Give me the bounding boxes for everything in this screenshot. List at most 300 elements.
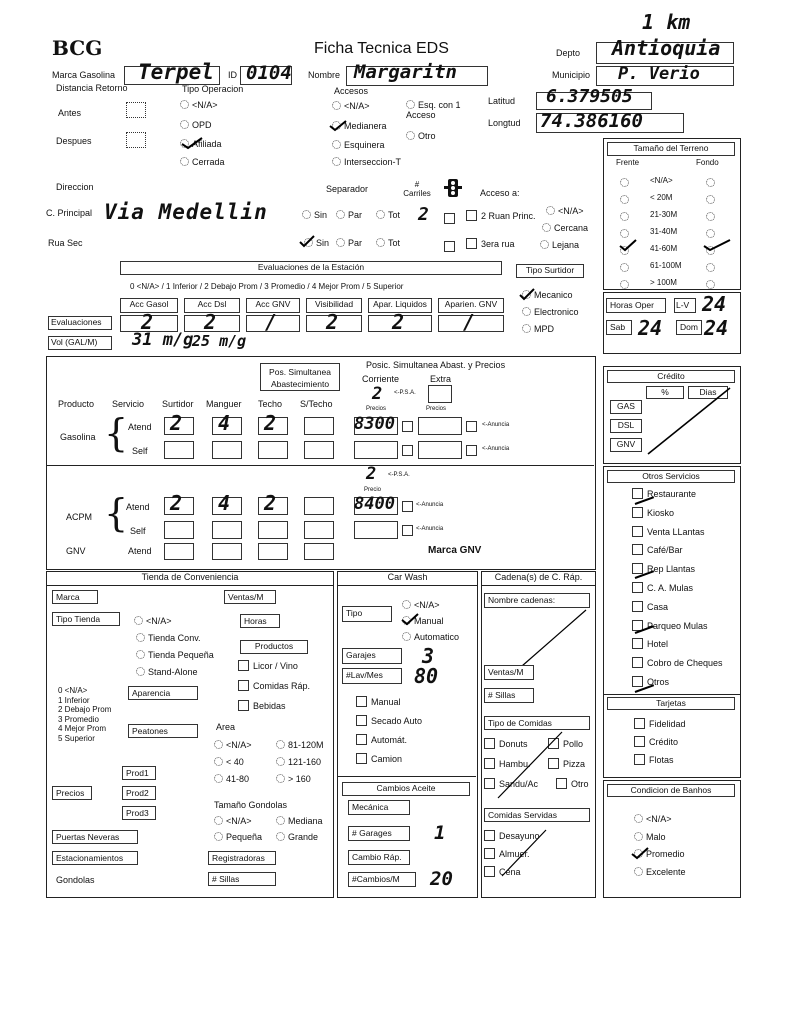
acpm-self-label: Self [130, 526, 146, 536]
carwash-auto[interactable] [402, 632, 459, 642]
eval-column-header: Acc GNV [246, 298, 300, 313]
sab-value: 24 [638, 316, 663, 340]
otros-item[interactable] [632, 526, 705, 537]
option-label: Flotas [649, 755, 674, 765]
option-label: 3era rua [481, 239, 515, 249]
principal-par[interactable] [336, 210, 362, 220]
despues-field[interactable] [126, 132, 146, 148]
option-label: Kiosko [647, 507, 675, 518]
carwash-camion-check[interactable] [356, 753, 402, 764]
option-label: Cobro de Cheques [647, 658, 723, 669]
gasolina-price-field[interactable] [354, 441, 398, 459]
option-label: Stand-Alone [148, 667, 198, 677]
radio-icon[interactable] [706, 212, 715, 221]
radio-icon [214, 757, 223, 766]
sab-label: Sab [606, 320, 632, 335]
radio-icon [634, 814, 643, 823]
acceso-na[interactable] [546, 206, 584, 216]
marca-value: Terpel [138, 60, 214, 84]
depto-value: Antioquia [612, 36, 721, 60]
strike-line [646, 386, 732, 456]
radio-icon[interactable] [620, 263, 629, 272]
area-label: Area [216, 722, 236, 732]
tienda-tipo-conv[interactable] [136, 633, 201, 643]
id-value: 0104 [246, 62, 292, 84]
checkbox-icon[interactable] [402, 445, 413, 456]
gasolina-cell[interactable] [304, 441, 334, 459]
option-label: C. A. Mulas [647, 583, 694, 593]
cadena-sillas: # Sillas [484, 688, 534, 703]
radio-icon [134, 616, 143, 625]
garajes-label: Garajes [342, 648, 402, 664]
extra-psa-field[interactable] [428, 385, 452, 403]
gasolina-value: 2 [264, 411, 277, 435]
tarjeta-item[interactable] [634, 754, 674, 765]
radio-icon [332, 140, 341, 149]
gasolina-extra-field[interactable] [418, 441, 462, 459]
option-label: Rep Llantas [647, 564, 696, 575]
radio-icon [302, 210, 311, 219]
surtidor-electronico[interactable] [522, 307, 579, 317]
option-label: Desayuno [499, 831, 540, 841]
acpm-cell[interactable] [164, 521, 194, 539]
gasolina-cell[interactable] [258, 441, 288, 459]
carwash-secado-check[interactable] [356, 715, 422, 726]
tienda-scale-item: 4 Mejor Prom [58, 724, 107, 734]
acpm-cell[interactable] [304, 497, 334, 515]
fondo-label: Fondo [696, 158, 719, 167]
terreno-option-label: 31-40M [650, 227, 678, 236]
tienda-precios: Precios [52, 786, 92, 800]
tipo-operacion-label: Tipo Operacion [182, 84, 244, 94]
option-label: Licor / Vino [253, 661, 298, 671]
carwash-manual-check[interactable] [356, 696, 401, 707]
checkbox-icon [634, 718, 645, 729]
antes-field[interactable] [126, 102, 146, 118]
option-label: Mecanico [534, 290, 573, 300]
tercera-rua[interactable] [466, 238, 515, 249]
gasolina-cell[interactable] [212, 441, 242, 459]
principal-tot[interactable] [376, 210, 400, 220]
longitud-label: Longtud [488, 118, 521, 128]
acpm-value: 2 [264, 491, 277, 515]
gasolina-value: 4 [218, 411, 231, 435]
radio-icon [522, 307, 531, 316]
latitud-label: Latitud [488, 96, 516, 106]
radio-icon[interactable] [706, 229, 715, 238]
tienda-scale-item: 3 Promedio [58, 714, 99, 724]
carwash-automat-check[interactable] [356, 734, 407, 745]
checkbox-icon[interactable] [402, 501, 413, 512]
otros-item[interactable] [632, 544, 683, 555]
checkbox-icon [632, 544, 643, 555]
eval-value: / [265, 310, 278, 334]
eval-value: 2 [326, 310, 339, 334]
option-label: Cerrada [192, 157, 225, 167]
terreno-title: Tamaño del Terreno [607, 142, 735, 156]
gas-self-label: Self [132, 446, 148, 456]
option-label: Bebidas [253, 701, 286, 711]
tarjeta-item[interactable] [634, 718, 686, 729]
direccion-label: Direccion [56, 182, 94, 192]
cambio-rap-label: Cambio Ráp. [348, 850, 410, 865]
option-label: Donuts [499, 739, 528, 749]
tipo-op-cerrada[interactable] [180, 157, 225, 167]
tienda-apariencia: Aparencia [128, 686, 198, 700]
checkbox-icon [484, 738, 495, 749]
anuncia-label: <-Anuncia [416, 526, 444, 532]
checkbox-icon [632, 601, 643, 612]
tipo-op-na[interactable] [180, 100, 218, 110]
area-121-160[interactable] [276, 757, 321, 767]
eval-value: 2 [141, 310, 154, 334]
gasolina-cell[interactable] [164, 441, 194, 459]
lav-label: #Lav/Mes [342, 668, 402, 684]
gondolas-na[interactable] [214, 816, 252, 826]
radio-icon [332, 157, 341, 166]
option-label: Pollo [563, 739, 584, 749]
option-label: Manual [414, 616, 444, 626]
checkbox-icon [632, 582, 643, 593]
checkmark-icon [630, 846, 650, 860]
acpm-cell[interactable] [258, 521, 288, 539]
psa-label: <-P.S.A. [394, 390, 416, 396]
option-label: Grande [288, 832, 319, 842]
checkbox-icon [356, 753, 367, 764]
carriles-label: # Carriles [403, 180, 431, 198]
checkbox-icon [632, 507, 643, 518]
option-label: OPD [192, 120, 212, 130]
municipio-label: Municipio [552, 70, 591, 80]
product-column-header: Producto [58, 399, 95, 409]
radio-icon[interactable] [706, 263, 715, 272]
checkmark-icon [702, 238, 732, 252]
acceso-cercana[interactable] [542, 223, 588, 233]
acpm-psa-value: 2 [366, 464, 377, 484]
checkbox-icon [466, 210, 477, 221]
option-label: Café/Bar [647, 545, 683, 556]
radio-icon[interactable] [706, 178, 715, 187]
radio-icon [546, 206, 555, 215]
corriente-psa-value: 2 [372, 384, 383, 404]
gnv-cell[interactable] [258, 543, 288, 560]
prod3-label: Prod3 [122, 806, 156, 820]
vol-row-label: Vol (GAL/M) [48, 336, 112, 350]
checkmark-icon [298, 234, 316, 248]
product-column-header: Manguer [206, 399, 242, 409]
area-na[interactable] [214, 740, 252, 750]
tarjeta-item[interactable] [634, 736, 678, 747]
gasolina-value: 2 [170, 411, 183, 435]
gondolas-label: Gondolas [56, 875, 95, 885]
option-label: <N/A> [646, 814, 672, 824]
radio-icon[interactable] [620, 212, 629, 221]
accesos-otro[interactable] [406, 131, 436, 141]
acpm-cell[interactable] [304, 521, 334, 539]
pos-simultanea-button[interactable]: Pos. Simultanea Abastecimiento [260, 363, 340, 391]
corriente-label: Corriente [362, 374, 400, 384]
gondolas-mediana[interactable] [276, 816, 323, 826]
lv-value: 24 [702, 292, 727, 316]
estacionamientos: Estacionamientos [52, 851, 138, 865]
option-label: Fidelidad [649, 719, 686, 729]
option-label: Promedio [646, 849, 685, 859]
acpm-cell[interactable] [212, 521, 242, 539]
productos-button[interactable]: Productos [240, 640, 308, 654]
radio-icon [180, 157, 189, 166]
radio-icon [180, 120, 189, 129]
ruan-princ[interactable] [466, 210, 536, 221]
option-label: Almuer. [499, 849, 530, 859]
option-label: Restaurante [647, 489, 697, 499]
acpm-label: ACPM [66, 512, 93, 522]
option-label: Comidas Ráp. [253, 681, 311, 691]
acpm-price-field[interactable] [354, 521, 398, 539]
option-label: Otro [418, 131, 436, 141]
vol-dsl-value: 25 m/g [192, 332, 247, 350]
radio-icon [336, 210, 345, 219]
distancia-label: Distancia Retorno [56, 83, 128, 93]
gasolina-cell[interactable] [304, 417, 334, 435]
gondolas-grande[interactable] [276, 832, 318, 842]
accesos-esq[interactable] [406, 100, 470, 120]
radio-icon [332, 101, 341, 110]
otros-item[interactable] [632, 638, 668, 649]
sec-tot[interactable] [376, 238, 400, 248]
anuncia-label: <-Anuncia [482, 422, 510, 428]
surtidor-mpd[interactable] [522, 324, 554, 334]
gondolas-pequena[interactable] [214, 832, 262, 842]
tienda-tipo-na[interactable] [134, 616, 172, 626]
carwash-title: Car Wash [338, 572, 477, 586]
checkbox-icon[interactable] [402, 525, 413, 536]
terreno-option-label: 41-60M [650, 244, 678, 253]
extra-label: Extra [430, 374, 452, 384]
tienda-scale-item: 5 Superior [58, 734, 95, 743]
option-label: MPD [534, 324, 554, 334]
checkbox-icon[interactable] [402, 421, 413, 432]
cambios-label: #Cambios/M [348, 872, 416, 887]
radio-icon[interactable] [620, 195, 629, 204]
banhos-panel [603, 780, 741, 898]
mecanica-label: Mecánica [348, 800, 410, 815]
gnv-atend-label: Atend [128, 546, 152, 556]
terreno-option-label: <N/A> [650, 176, 673, 185]
area-81-120[interactable] [276, 740, 324, 750]
option-label: Tot [388, 210, 401, 220]
gnv-cell[interactable] [304, 543, 334, 560]
page-title: Ficha Tecnica EDS [314, 40, 449, 57]
banhos-option[interactable] [634, 832, 666, 842]
acpm-value: 4 [218, 491, 231, 515]
accesos-na[interactable] [332, 101, 370, 111]
radio-icon [136, 650, 145, 659]
checkbox-icon[interactable] [466, 445, 477, 456]
product-column-header: Surtidor [162, 399, 194, 409]
gnv-cell[interactable] [212, 543, 242, 560]
option-label: Par [348, 238, 363, 248]
tienda-horas: Horas [240, 614, 280, 628]
puertas-neveras: Puertas Neveras [52, 830, 138, 844]
radio-icon [276, 757, 285, 766]
acpm-atend-label: Atend [126, 502, 150, 512]
radio-icon [634, 867, 643, 876]
tienda-sillas: # Sillas [208, 872, 276, 886]
checkbox-icon [484, 830, 495, 841]
radio-icon[interactable] [706, 195, 715, 204]
checkbox-icon [484, 848, 495, 859]
option-label: Pizza [563, 759, 586, 769]
checkmark-icon [328, 118, 348, 132]
precios-title: Posic. Simultanea Abast. y Precios [366, 360, 506, 370]
checkbox-icon [238, 700, 249, 711]
despues-label: Despues [56, 136, 92, 146]
option-label: Automatico [414, 632, 460, 642]
marca-label: Marca Gasolina [52, 70, 116, 80]
radio-icon [376, 210, 385, 219]
checkmark-icon [400, 612, 420, 626]
acpm-value: 2 [170, 491, 183, 515]
vol-gasol-value: 31 m/g [132, 330, 194, 350]
sec-carriles-check[interactable] [444, 237, 459, 255]
otros-item[interactable] [632, 657, 723, 668]
option-label: < 40 [226, 757, 244, 767]
option-label: <N/A> [226, 740, 252, 750]
checkmark-icon [518, 287, 536, 301]
gasolina-brace: { [104, 411, 129, 455]
option-label: Casa [647, 601, 669, 612]
radio-icon [276, 816, 285, 825]
radio-icon [406, 131, 415, 140]
dom-label: Dom [676, 320, 702, 335]
option-label: Otros [647, 677, 670, 687]
anuncia-label: <-Anuncia [416, 502, 444, 508]
checkbox-icon[interactable] [466, 421, 477, 432]
carriles-check[interactable] [444, 209, 459, 227]
id-label: ID [228, 70, 237, 80]
option-label: Medianera [344, 121, 387, 131]
eval-column-header: Apar. Liquidos [368, 298, 432, 313]
lv-label: L-V [674, 298, 696, 313]
accesos-interseccion[interactable] [332, 157, 401, 167]
radio-icon[interactable] [620, 229, 629, 238]
carriles-value: 2 [418, 204, 429, 225]
prod1-label: Prod1 [122, 766, 156, 780]
terreno-option-label: 61-100M [650, 261, 682, 270]
tipo-comidas-title: Tipo de Comidas [484, 716, 590, 730]
acpm-psa-label: <-P.S.A. [388, 472, 410, 478]
product-column-header: S/Techo [300, 399, 333, 409]
radio-icon [402, 600, 411, 609]
longitud-value: 74.386160 [540, 110, 643, 132]
eval-value: 2 [392, 310, 405, 334]
radio-icon [276, 832, 285, 841]
tienda-scale-item: 0 <N/A> [58, 686, 88, 695]
radio-icon[interactable] [706, 280, 715, 289]
credito-dias: Dias [688, 386, 728, 399]
tienda-tipo-pequena[interactable] [136, 650, 214, 660]
option-label: 121-160 [288, 757, 322, 767]
principal-label: C. Principal [46, 208, 93, 218]
area-41-80[interactable] [214, 774, 249, 784]
tienda-scale-item: 2 Debajo Prom [58, 705, 112, 715]
checkbox-icon [356, 734, 367, 745]
gondolas-size-label: Tamaño Gondolas [214, 800, 288, 810]
option-label: Otro [571, 779, 589, 789]
terreno-option-label: 21-30M [650, 210, 678, 219]
option-label: Hambu. [499, 759, 531, 769]
option-label: Hotel [647, 639, 669, 650]
tipo-op-opd[interactable] [180, 120, 212, 130]
area-lt40[interactable] [214, 757, 244, 767]
registradoras: Registradoras [208, 851, 276, 865]
gnv-label: GNV [66, 546, 86, 556]
radio-icon [634, 832, 643, 841]
cadena-nombre: Nombre cadenas: [484, 593, 590, 608]
accesos-esquinera[interactable] [332, 140, 385, 150]
option-label: Malo [646, 831, 666, 842]
credito-dsl: DSL [610, 419, 642, 433]
otros-item[interactable] [632, 507, 674, 518]
acpm-price-value: 8400 [354, 494, 395, 514]
checkbox-icon [484, 778, 495, 789]
otros-item[interactable] [632, 601, 668, 612]
otros-item[interactable] [632, 582, 693, 593]
radio-icon[interactable] [620, 280, 629, 289]
product-column-header: Techo [258, 399, 283, 409]
radio-icon [376, 238, 385, 247]
carwash-na[interactable] [402, 600, 440, 610]
option-label: Par [348, 210, 363, 220]
carwash-divider [337, 776, 476, 777]
radio-icon [214, 774, 223, 783]
checkmark-icon [618, 238, 638, 252]
horas-oper-label: Horas Oper [606, 298, 666, 313]
area-gt160[interactable] [276, 774, 311, 784]
otros-title: Otros Servicios [607, 470, 735, 483]
acceso-lejana[interactable] [540, 240, 579, 250]
option-label: Automát. [371, 735, 408, 745]
rua-sec-label: Rua Sec [48, 238, 83, 248]
option-label: Manual [371, 697, 401, 707]
gnv-cell[interactable] [164, 543, 194, 560]
checkbox-icon [634, 736, 645, 747]
banhos-option[interactable] [634, 867, 686, 877]
eval-column-header: Acc Dsl [184, 298, 240, 313]
radio-icon [402, 632, 411, 641]
radio-icon[interactable] [620, 178, 629, 187]
option-label: Sin [316, 238, 330, 248]
option-label: <N/A> [192, 100, 218, 110]
productos-licor[interactable] [238, 660, 298, 671]
banhos-option[interactable] [634, 814, 672, 824]
checkbox-icon [444, 213, 455, 224]
evaluaciones-scale: 0 <N/A> / 1 Inferior / 2 Debajo Prom / 3 Promedio / 4 Mejor Prom / 5 Superior [130, 282, 404, 291]
option-label: 81-120M [288, 740, 324, 750]
sec-par[interactable] [336, 238, 362, 248]
principal-sn[interactable] [302, 210, 327, 220]
gasolina-extra-field[interactable] [418, 417, 462, 435]
tienda-tipo-standalone[interactable] [136, 667, 198, 677]
option-label: Tienda Conv. [148, 633, 201, 643]
banhos-title: Condicion de Banhos [607, 784, 735, 797]
option-label: Mediana [288, 816, 323, 826]
productos-bebidas[interactable] [238, 700, 286, 711]
gasolina-label: Gasolina [60, 432, 96, 442]
checkbox-icon [356, 715, 367, 726]
productos-comidas[interactable] [238, 680, 310, 691]
eval-column-header: Visibilidad [306, 298, 362, 313]
